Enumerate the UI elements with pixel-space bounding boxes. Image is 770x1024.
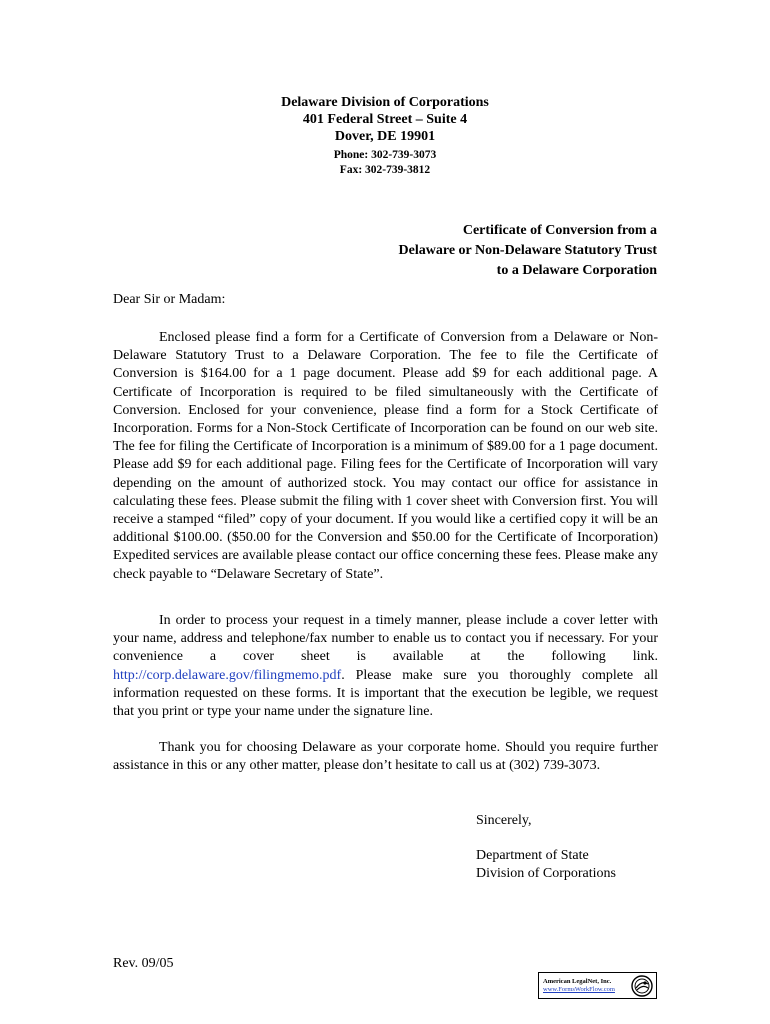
subject-block bbox=[399, 221, 657, 281]
publisher-url[interactable]: www.FormsWorkFlow.com bbox=[543, 986, 615, 993]
publisher-name: American LegalNet, Inc. bbox=[543, 978, 612, 985]
subject-line-2: Delaware or Non-Delaware Statutory Trust bbox=[398, 243, 657, 258]
signature-department: Department of State bbox=[476, 848, 589, 863]
street-address: 401 Federal Street – Suite 4 bbox=[302, 112, 468, 127]
fax-number: Fax: 302-739-3812 bbox=[339, 164, 431, 176]
subject-line-3: to a Delaware Corporation bbox=[496, 263, 657, 278]
cover-letter-instructions: . Please make sure you thoroughly complete all information requested on these forms. It is important that the execution be legible, we request that you print or type your name under the signature line. bbox=[113, 667, 658, 720]
salutation: Dear Sir or Madam: bbox=[113, 292, 226, 307]
revision-date: Rev. 09/05 bbox=[113, 956, 174, 971]
signature-division: Division of Corporations bbox=[476, 866, 616, 881]
subject-line-1: Certificate of Conversion from a bbox=[462, 223, 657, 238]
publisher-logo-text bbox=[543, 978, 615, 994]
letterhead bbox=[0, 94, 770, 178]
globe-emblem-icon bbox=[631, 975, 653, 997]
filing-memo-link[interactable]: http://corp.delaware.gov/filingmemo.pdf bbox=[113, 667, 342, 683]
signature-block bbox=[476, 847, 616, 883]
body-paragraph-cover-letter bbox=[113, 612, 658, 721]
city-state-zip: Dover, DE 19901 bbox=[334, 129, 436, 144]
body-paragraph-thanks: Thank you for choosing Delaware as your corporate home. Should you require further assistance in this or any other matter, please don’t hesitate to call us at (302) 739-3073. bbox=[113, 740, 658, 774]
publisher-logo-box[interactable] bbox=[538, 972, 657, 999]
body-paragraph-fees: Enclosed please find a form for a Certificate of Conversion from a Delaware or Non-Delaware Statutory Trust to a Delaware Corporation. The fee to file the Certificate of Conversion is $164.00 for a 1 page document. Please add $9 for each additional page. A Certificate of Incorporation is required to be filed simultaneously with the Certificate of Conversion. Enclosed for your convenience, please find a form for a Stock Certificate of Incorporation. Forms for a Non-Stock Certificate of Incorporation can be found on our web site. The fee for filing the Certificate of Incorporation is a minimum of $89.00 for a 1 page document. Please add $9 for each additional page. Filing fees for the Certificate of Incorporation will vary depending on the amount of authorized stock. You may contact our office for assistance in calculating these fees. Please submit the filing with 1 cover sheet with Conversion first. You will receive a stamped “filed” copy of your document. If you would like a certified copy it will be an additional $100.00. ($50.00 for the Conversion and $50.00 for the Certificate of Incorporation) Expedited services are available please contact our office concerning these fees. Please make any check payable to “Delaware Secretary of State”. bbox=[113, 330, 658, 582]
phone-number: Phone: 302-739-3073 bbox=[333, 149, 437, 161]
closing-sincerely: Sincerely, bbox=[476, 813, 532, 828]
cover-letter-text: In order to process your request in a timely manner, please include a cover letter with your name, address and telephone/fax number to enable us to contact you if necessary. For your convenience a cover sheet is available at the following link. bbox=[113, 613, 658, 665]
org-name: Delaware Division of Corporations bbox=[281, 95, 489, 110]
